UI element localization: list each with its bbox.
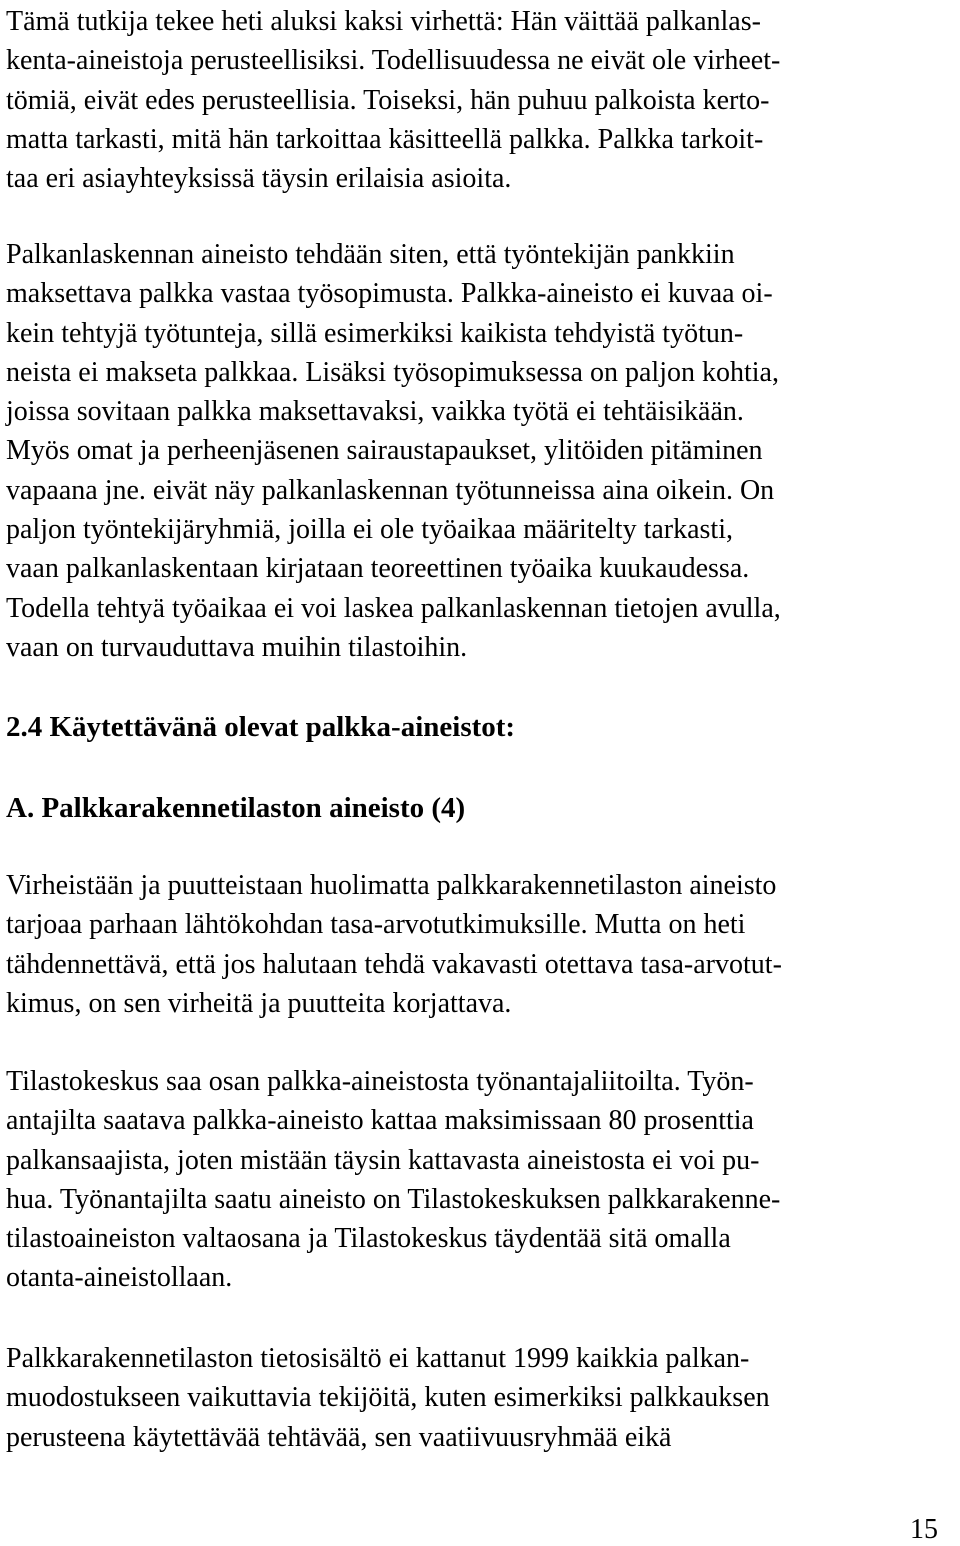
text-line: taa eri asiayhteyksissä täysin erilaisia asioita. [6,163,512,195]
text-line: kein tehtyjä työtunteja, sillä esimerkiksi kaikista tehdyistä työtun- [6,317,744,349]
text-line: neista ei makseta palkkaa. Lisäksi työsopimuksessa on paljon kohtia, [6,356,779,388]
text-line: tömiä, eivät edes perusteellisia. Toiseksi, hän puhuu palkoista kerto- [6,84,770,116]
text-line: palkansaajista, joten mistään täysin kattavasta aineistosta ei voi pu- [6,1144,760,1176]
text-line: joissa sovitaan palkka maksettavaksi, vaikka työtä ei tehtäisikään. [6,396,744,428]
text-line: Palkkarakennetilaston tietosisältö ei kattanut 1999 kaikkia palkan- [6,1343,750,1374]
text-line: vaan palkanlaskentaan kirjataan teoreettinen työaika kuukaudessa. [6,553,750,585]
text-line: Tämä tutkija tekee heti aluksi kaksi virhettä: Hän väittää palkanlas- [6,6,761,37]
intro-paragraph [6,2,954,198]
text-line: paljon työntekijäryhmiä, joilla ei ole työaikaa määritelty tarkasti, [6,514,733,546]
text-line: tilastoaineiston valtaosana ja Tilastokeskus täydentää sitä omalla [6,1223,731,1255]
text-line: vaan on turvauduttava muihin tilastoihin. [6,631,468,663]
text-line: kenta-aineistoja perusteellisiksi. Todellisuudessa ne eivät ole virheet- [6,45,781,77]
text-line: hua. Työnantajilta saatu aineisto on Tilastokeskuksen palkkarakenne- [6,1183,781,1215]
text-line: Todella tehtyä työaikaa ei voi laskea palkanlaskennan tietojen avulla, [6,592,781,624]
text-line: Myös omat ja perheenjäsenen sairaustapaukset, ylitöiden pitäminen [6,435,763,467]
section-paragraph-1 [6,866,954,1023]
text-line: vapaana jne. eivät näy palkanlaskennan työtunneissa aina oikein. On [6,474,775,506]
section-heading: 2.4 Käytettävänä olevat palkka-aineistot: [6,711,516,743]
subsection-heading: A. Palkkarakennetilaston aineisto (4) [6,792,466,824]
text-line: muodostukseen vaikuttavia tekijöitä, kuten esimerkiksi palkkauksen [6,1382,770,1414]
text-line: Virheistään ja puutteistaan huolimatta palkkarakennetilaston aineisto [6,870,777,901]
text-line: Tilastokeskus saa osan palkka-aineistosta työnantajaliitoilta. Työn- [6,1066,754,1097]
text-line: tarjoaa parhaan lähtökohdan tasa-arvotutkimuksille. Mutta on heti [6,909,746,941]
text-line: Palkanlaskennan aineisto tehdään siten, että työntekijän pankkiin [6,239,735,270]
text-line: antajilta saatava palkka-aineisto kattaa maksimissaan 80 prosenttia [6,1105,754,1137]
text-line: perusteena käytettävää tehtävää, sen vaatiivuusryhmää eikä [6,1421,672,1453]
text-line: tähdennettävä, että jos halutaan tehdä vakavasti otettava tasa-arvotut- [6,948,782,980]
text-line: matta tarkasti, mitä hän tarkoittaa käsitteellä palkka. Palkka tarkoit- [6,123,764,155]
section-paragraph-3 [6,1339,954,1457]
text-line: maksettava palkka vastaa työsopimusta. Palkka-aineisto ei kuvaa oi- [6,278,773,310]
section-paragraph-2 [6,1062,954,1298]
page-number: 15 [910,1514,938,1545]
text-line: kimus, on sen virheitä ja puutteita korjattava. [6,987,512,1019]
payroll-data-paragraph [6,235,954,667]
text-line: otanta-aineistollaan. [6,1262,233,1294]
